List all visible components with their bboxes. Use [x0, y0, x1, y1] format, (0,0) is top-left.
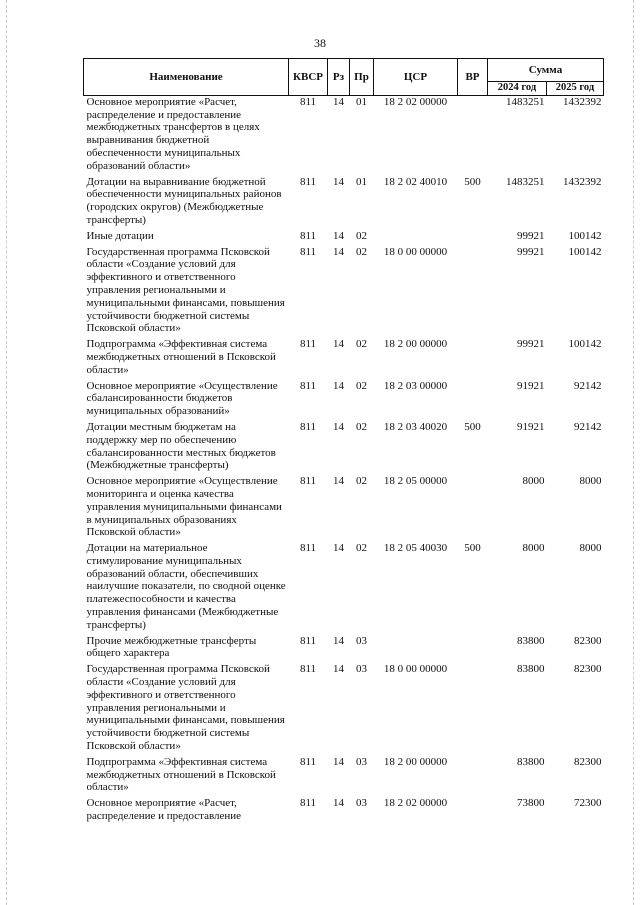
cell-pr: 02 — [356, 420, 367, 433]
cell-kvsr: 811 — [299, 175, 317, 188]
table-row — [84, 95, 604, 175]
cell-csr: 18 0 00 00000 — [383, 245, 448, 258]
cell-rz: 14 — [333, 379, 344, 392]
cell-name: Государственная программа Псковской области «Создание условий для эффективного и ответственного управления региональными и муниципальными финансами, повышения устойчивости бюджетной системы Псковской области» — [86, 245, 285, 335]
cell-sum-2024: 8000 — [522, 475, 545, 488]
cell-rz: 14 — [333, 245, 344, 258]
table-row — [84, 421, 604, 475]
cell-name: Дотации на материальное стимулирование муниципальных образований области, обеспечивших наилучшие показатели, по сводной оценке платежеспособности и качества управления финансами (Межбюджетные трансферты) — [86, 542, 286, 631]
cell-sum-2025: 82300 — [574, 634, 602, 647]
table-row — [84, 246, 604, 339]
cell-pr: 02 — [356, 338, 367, 351]
cell-sum-2025: 8000 — [579, 542, 602, 555]
cell-name: Основное мероприятие «Осуществление сбалансированности бюджетов муниципальных образований» — [86, 379, 278, 418]
header-csr: ЦСР — [374, 59, 458, 96]
cell-vr — [458, 663, 488, 756]
scan-edge-right — [633, 0, 640, 905]
cell-kvsr: 811 — [299, 542, 317, 555]
cell-pr: 02 — [356, 229, 367, 242]
cell-sum-2024: 83800 — [517, 634, 545, 647]
cell-sum-2024: 73800 — [517, 797, 545, 810]
cell-sum-2024: 91921 — [517, 379, 545, 392]
cell-pr: 02 — [356, 379, 367, 392]
cell-csr — [374, 635, 458, 664]
cell-rz: 14 — [333, 663, 344, 676]
cell-rz: 14 — [333, 420, 344, 433]
cell-rz: 14 — [333, 175, 344, 188]
cell-csr: 18 2 03 40020 — [383, 420, 448, 433]
table-body — [84, 95, 604, 826]
cell-sum-2025: 92142 — [574, 379, 602, 392]
cell-pr: 02 — [356, 245, 367, 258]
cell-sum-2024: 99921 — [517, 338, 545, 351]
cell-sum-2024: 83800 — [517, 755, 545, 768]
cell-rz: 14 — [333, 542, 344, 555]
cell-sum-2025: 82300 — [574, 663, 602, 676]
cell-vr: 500 — [464, 542, 481, 555]
budget-table — [83, 58, 604, 826]
cell-kvsr: 811 — [299, 245, 317, 258]
cell-pr: 01 — [356, 175, 367, 188]
table-row — [84, 756, 604, 797]
cell-vr — [458, 475, 488, 542]
cell-name: Основное мероприятие «Расчет, распределение и предоставление — [86, 797, 242, 823]
cell-vr — [458, 338, 488, 379]
header-kvsr: КВСР — [289, 59, 328, 96]
cell-vr — [458, 756, 488, 797]
cell-name: Основное мероприятие «Расчет, распределение и предоставление межбюджетных трансфертов в целях выравнивания бюджетной обеспеченности муниципальных образований области» — [86, 95, 260, 172]
cell-sum-2024: 1483251 — [506, 175, 545, 188]
header-vr: ВР — [458, 59, 488, 96]
cell-sum-2025: 92142 — [574, 420, 602, 433]
cell-csr: 18 2 03 00000 — [383, 379, 448, 392]
cell-csr: 18 2 00 00000 — [383, 755, 448, 768]
cell-kvsr: 811 — [299, 663, 317, 676]
table-row — [84, 797, 604, 826]
cell-sum-2024: 8000 — [522, 542, 545, 555]
table-row — [84, 338, 604, 379]
header-rz: Рз — [328, 59, 350, 96]
cell-pr: 03 — [356, 663, 367, 676]
cell-kvsr: 811 — [299, 797, 317, 810]
cell-sum-2024: 99921 — [517, 229, 545, 242]
cell-sum-2025: 100142 — [568, 338, 602, 351]
cell-name: Основное мероприятие «Осуществление мониторинга и оценка качества управления муниципальными финансами в муниципальных образованиях Псковской области» — [86, 475, 282, 539]
cell-vr — [458, 797, 488, 826]
cell-pr: 01 — [356, 95, 367, 108]
cell-kvsr: 811 — [299, 229, 317, 242]
table-row — [84, 230, 604, 246]
cell-rz: 14 — [333, 95, 344, 108]
cell-csr: 18 2 02 00000 — [383, 797, 448, 810]
cell-pr: 03 — [356, 755, 367, 768]
cell-kvsr: 811 — [299, 338, 317, 351]
cell-csr: 18 2 05 00000 — [383, 475, 448, 488]
cell-vr — [458, 230, 488, 246]
cell-sum-2024: 83800 — [517, 663, 545, 676]
cell-name: Подпрограмма «Эффективная система межбюджетных отношений в Псковской области» — [86, 338, 276, 376]
cell-name: Иные дотации — [86, 229, 154, 242]
cell-vr: 500 — [464, 420, 481, 433]
cell-rz: 14 — [333, 475, 344, 488]
table-row — [84, 475, 604, 542]
cell-pr: 03 — [356, 797, 367, 810]
header-year-2024: 2024 год — [488, 82, 547, 96]
cell-rz: 14 — [333, 634, 344, 647]
cell-rz: 14 — [333, 229, 344, 242]
header-name: Наименование — [84, 59, 289, 96]
cell-pr: 02 — [356, 475, 367, 488]
cell-sum-2024: 99921 — [517, 245, 545, 258]
table-row — [84, 663, 604, 756]
cell-csr: 18 2 00 00000 — [383, 338, 448, 351]
cell-sum-2025: 72300 — [574, 797, 602, 810]
cell-kvsr: 811 — [299, 634, 317, 647]
table-row — [84, 542, 604, 635]
cell-pr: 02 — [356, 542, 367, 555]
cell-rz: 14 — [333, 797, 344, 810]
cell-sum-2025: 100142 — [568, 245, 602, 258]
cell-sum-2025: 8000 — [579, 475, 602, 488]
cell-pr: 03 — [356, 634, 367, 647]
page-number: 38 — [314, 36, 326, 50]
cell-csr — [374, 230, 458, 246]
cell-csr: 18 2 05 40030 — [383, 542, 448, 555]
cell-kvsr: 811 — [299, 755, 317, 768]
cell-name: Дотации местным бюджетам на поддержку мер по обеспечению сбалансированности местных бюджетов (Межбюджетные трансферты) — [86, 420, 276, 472]
cell-vr — [458, 95, 488, 175]
cell-name: Государственная программа Псковской области «Создание условий для эффективного и ответственного управления региональными и муниципальными финансами, повышения устойчивости бюджетной системы Псковской области» — [86, 663, 285, 753]
cell-name: Прочие межбюджетные трансферты общего характера — [86, 634, 257, 660]
header-year-2025: 2025 год — [547, 82, 604, 96]
cell-name: Дотации на выравнивание бюджетной обеспеченности муниципальных районов (городских округов) (Межбюджетные трансферты) — [86, 175, 282, 226]
table-row — [84, 380, 604, 421]
header-sum: Сумма — [488, 59, 604, 82]
cell-csr: 18 0 00 00000 — [383, 663, 448, 676]
cell-sum-2024: 1483251 — [506, 95, 545, 108]
cell-csr: 18 2 02 40010 — [383, 175, 448, 188]
cell-sum-2025: 1432392 — [563, 175, 602, 188]
cell-sum-2025: 1432392 — [563, 95, 602, 108]
cell-sum-2025: 82300 — [574, 755, 602, 768]
cell-csr: 18 2 02 00000 — [383, 95, 448, 108]
cell-kvsr: 811 — [299, 420, 317, 433]
table-row — [84, 635, 604, 664]
scan-edge-left — [0, 0, 7, 905]
cell-rz: 14 — [333, 755, 344, 768]
cell-kvsr: 811 — [299, 475, 317, 488]
cell-vr — [458, 246, 488, 339]
cell-vr: 500 — [464, 175, 481, 188]
cell-kvsr: 811 — [299, 379, 317, 392]
cell-rz: 14 — [333, 338, 344, 351]
cell-kvsr: 811 — [299, 95, 317, 108]
cell-name: Подпрограмма «Эффективная система межбюджетных отношений в Псковской области» — [86, 755, 276, 794]
header-pr: Пр — [350, 59, 374, 96]
cell-vr — [458, 380, 488, 421]
cell-vr — [458, 635, 488, 664]
table-row — [84, 176, 604, 230]
cell-sum-2025: 100142 — [568, 229, 602, 242]
cell-sum-2024: 91921 — [517, 420, 545, 433]
